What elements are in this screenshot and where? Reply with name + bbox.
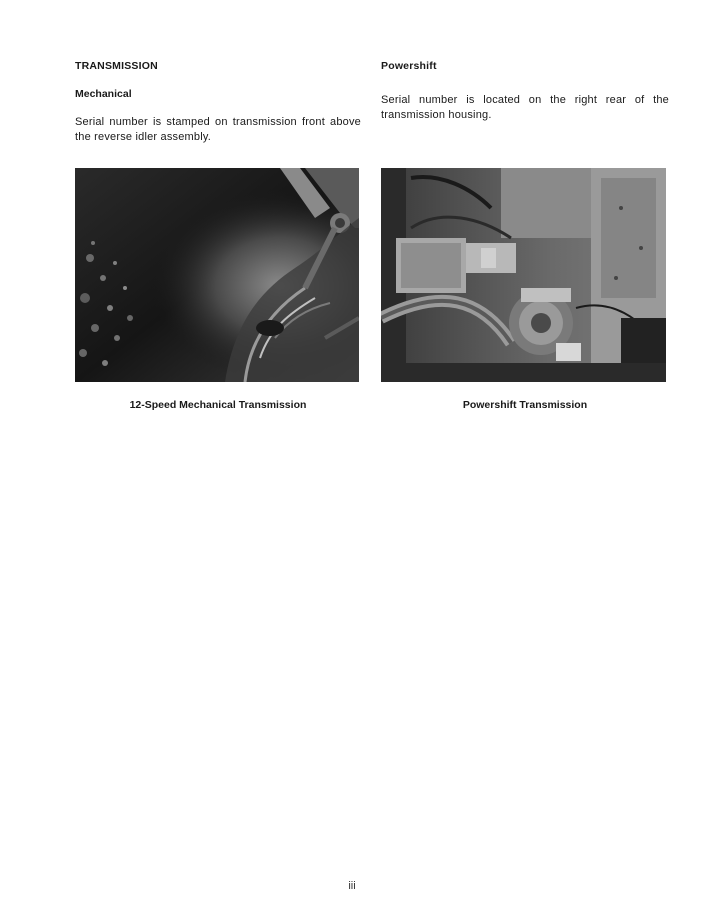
subtitle-mechanical: Mechanical [75, 88, 132, 100]
section-title-transmission: TRANSMISSION [75, 60, 158, 72]
page-number: iii [348, 880, 356, 892]
mechanical-transmission-photo [75, 168, 359, 382]
mechanical-serial-text: Serial number is stamped on transmission front above the reverse idler assembly. [75, 116, 361, 143]
powershift-transmission-photo [381, 168, 666, 382]
mechanical-transmission-caption: 12-Speed Mechanical Transmission [129, 399, 307, 411]
powershift-transmission-caption: Powershift Transmission [462, 399, 588, 411]
powershift-transmission-image [381, 168, 666, 382]
section-title-powershift: Powershift [381, 60, 437, 72]
mechanical-transmission-image [75, 168, 359, 382]
powershift-serial-text: Serial number is located on the right rear of the transmission housing. [381, 94, 669, 121]
